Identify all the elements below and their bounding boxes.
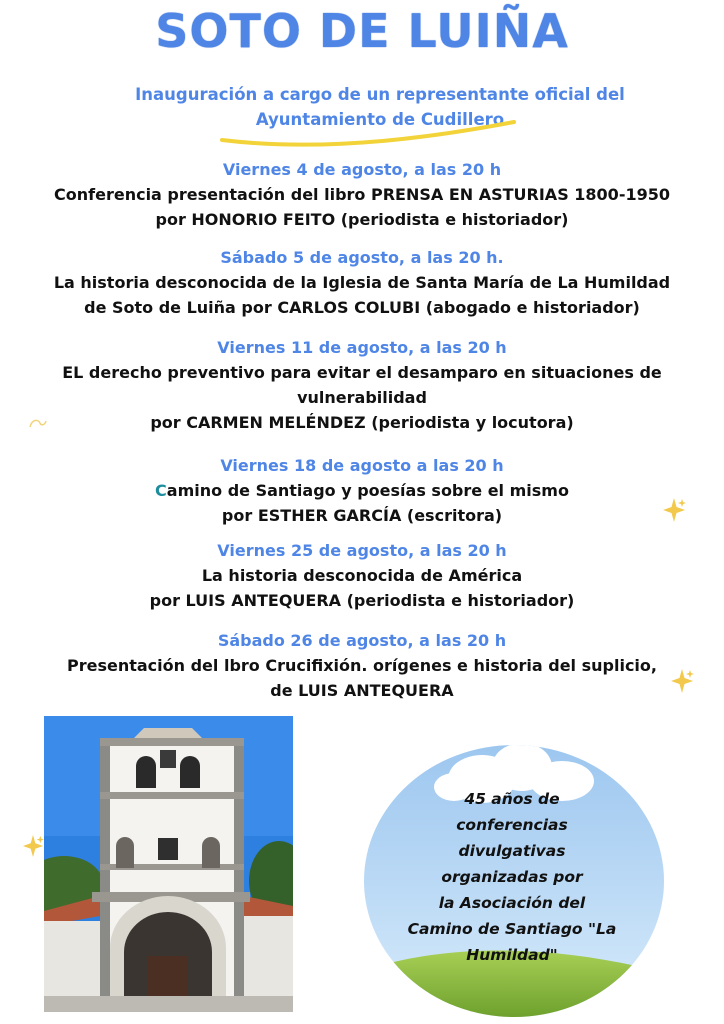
event-1 <box>0 158 724 232</box>
event-date: Viernes 4 de agosto, a las 20 h <box>222 160 502 179</box>
badge-line: Humildad" <box>466 946 558 964</box>
event-description-text: amino de Santiago y poesías sobre el mismo <box>166 481 569 500</box>
event-4 <box>0 454 724 528</box>
intro-line-2: Ayuntamiento de Cudillero <box>255 110 505 129</box>
sparkle-icon <box>662 497 686 523</box>
event-description-line: de Soto de Luiña por CARLOS COLUBI (abogado e historiador) <box>84 298 640 317</box>
event-description-line: por ESTHER GARCÍA (escritora) <box>221 506 503 525</box>
event-date: Viernes 11 de agosto, a las 20 h <box>217 338 507 357</box>
event-description-line: Conferencia presentación del libro PRENSA EN ASTURIAS 1800-1950 <box>54 185 670 204</box>
event-date: Viernes 25 de agosto, a las 20 h <box>217 541 507 560</box>
first-letter: C <box>155 481 167 500</box>
event-description-line <box>0 478 724 503</box>
event-date: Sábado 5 de agosto, a las 20 h. <box>220 248 504 267</box>
event-5 <box>0 539 724 613</box>
badge-line: organizadas por <box>441 868 583 886</box>
intro-line-1: Inauguración a cargo de un representante oficial del <box>135 85 625 104</box>
badge-line: 45 años de <box>464 790 560 808</box>
badge-text <box>392 786 632 968</box>
event-description-line: de LUIS ANTEQUERA <box>270 681 454 700</box>
event-description-line: La historia desconocida de América <box>201 566 523 585</box>
yellow-swoosh <box>218 118 518 154</box>
event-description-line: por LUIS ANTEQUERA (periodista e historiador) <box>149 591 575 610</box>
sparkle-icon <box>22 834 44 858</box>
badge-line: divulgativas <box>458 842 566 860</box>
badge-line: la Asociación del <box>438 894 586 912</box>
event-description-line: por HONORIO FEITO (periodista e historiador) <box>155 210 569 229</box>
event-date: Viernes 18 de agosto a las 20 h <box>220 456 504 475</box>
badge-line: conferencias <box>456 816 568 834</box>
badge-line: Camino de Santiago "La <box>407 920 617 938</box>
event-description-line: Presentación del lbro Crucifixión. orígenes e historia del suplicio, <box>67 656 657 675</box>
event-description-line: por CARMEN MELÉNDEZ (periodista y locutora) <box>150 413 574 432</box>
event-2 <box>0 246 724 320</box>
sparkle-icon <box>670 668 694 694</box>
event-description-line: vulnerabilidad <box>297 388 427 407</box>
event-3 <box>0 336 724 435</box>
event-6 <box>0 629 724 703</box>
page-title: SOTO DE LUIÑA <box>155 4 569 58</box>
event-date: Sábado 26 de agosto, a las 20 h <box>217 631 507 650</box>
church-photo <box>44 716 293 1012</box>
event-description-line: EL derecho preventivo para evitar el desamparo en situaciones de <box>62 363 662 382</box>
swirl-icon <box>28 417 48 429</box>
event-description-line: La historia desconocida de la Iglesia de Santa María de La Humildad <box>53 273 671 292</box>
